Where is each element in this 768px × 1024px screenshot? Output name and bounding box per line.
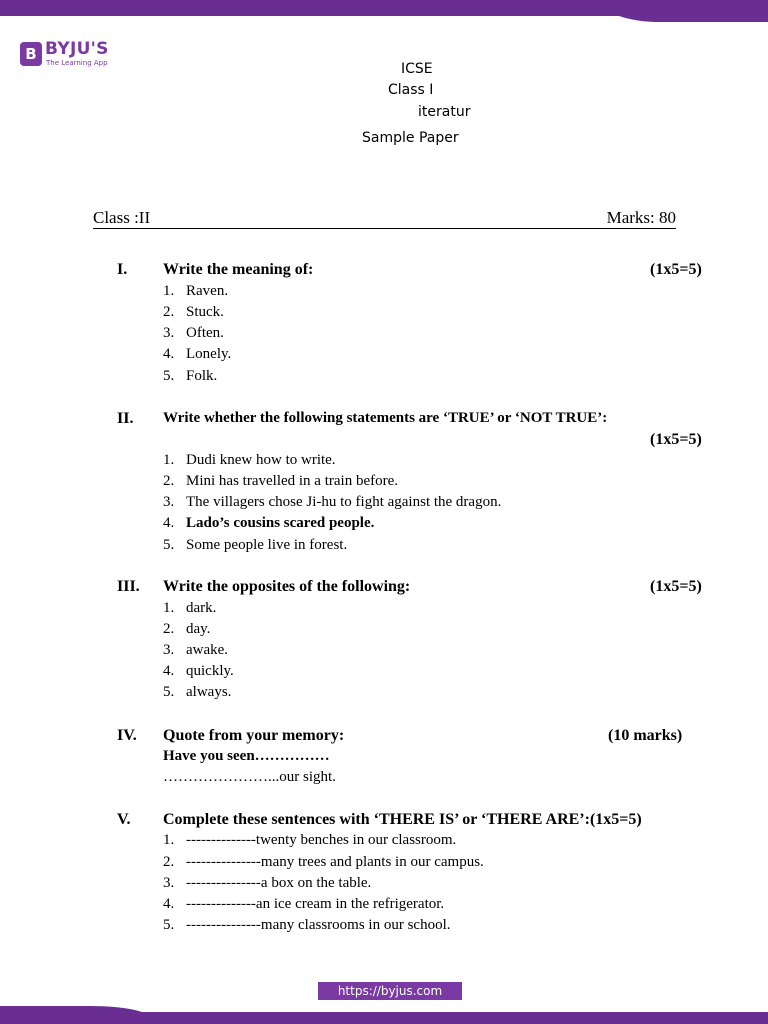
section-marks: (10 marks): [608, 727, 683, 744]
list-item: Mini has travelled in a train before.: [186, 473, 399, 489]
list-item: Some people live in forest.: [186, 537, 348, 553]
brand-name: BYJU'S: [45, 39, 109, 59]
list-item: --------------an ice cream in the refrigerator.: [186, 896, 445, 912]
footer-url-link[interactable]: https://byjus.com: [318, 982, 462, 1000]
section-marks: (1x5=5): [650, 431, 702, 448]
byjus-b-icon: B: [20, 42, 42, 66]
list-item: Dudi knew how to write.: [186, 452, 336, 468]
header-paper: Sample Paper: [362, 130, 459, 146]
item-number: 5.: [163, 917, 175, 933]
brand-tagline: The Learning App: [46, 59, 108, 67]
header-board: ICSE: [401, 61, 433, 77]
section-number: I.: [117, 261, 128, 278]
item-number: 3.: [163, 875, 175, 891]
list-item: Often.: [186, 325, 224, 341]
header-class: Class I: [388, 82, 434, 98]
item-number: 1.: [163, 832, 175, 848]
section-title: Quote from your memory:: [163, 727, 345, 744]
item-number: 3.: [163, 494, 175, 510]
list-item: Raven.: [186, 283, 229, 299]
section-title: Write the opposites of the following:: [163, 578, 411, 595]
list-item: --------------twenty benches in our classroom.: [186, 832, 457, 848]
list-item: quickly.: [186, 663, 234, 679]
item-number: 5.: [163, 368, 175, 384]
section-marks: (1x5=5): [650, 261, 702, 278]
item-number: 5.: [163, 684, 175, 700]
section-marks: (1x5=5): [650, 578, 702, 595]
item-number: 2.: [163, 304, 175, 320]
list-item: Lonely.: [186, 346, 232, 362]
section-number: III.: [117, 578, 140, 595]
item-number: 3.: [163, 642, 175, 658]
item-number: 2.: [163, 473, 175, 489]
item-number: 1.: [163, 600, 175, 616]
list-item: dark.: [186, 600, 217, 616]
list-item: Folk.: [186, 368, 218, 384]
item-number: 3.: [163, 325, 175, 341]
item-number: 4.: [163, 663, 175, 679]
bottom-banner: [0, 1012, 768, 1024]
list-item: The villagers chose Ji-hu to fight against the dragon.: [186, 494, 502, 510]
section-number: V.: [117, 811, 131, 828]
item-number: 5.: [163, 537, 175, 553]
list-item: day.: [186, 621, 211, 637]
item-number: 4.: [163, 515, 175, 531]
item-number: 2.: [163, 854, 175, 870]
list-item: awake.: [186, 642, 229, 658]
quote-line: Have you seen……………: [163, 748, 330, 764]
section-title: Complete these sentences with ‘THERE IS’ or ‘THERE ARE’:(1x5=5): [163, 811, 642, 828]
class-label: Class :II: [93, 208, 151, 227]
header-subject: iteratur: [418, 104, 471, 120]
list-item: ---------------many trees and plants in our campus.: [186, 854, 484, 870]
item-number: 2.: [163, 621, 175, 637]
list-item: ---------------many classrooms in our school.: [186, 917, 451, 933]
item-number: 1.: [163, 452, 175, 468]
item-number: 4.: [163, 896, 175, 912]
section-title: Write whether the following statements are ‘TRUE’ or ‘NOT TRUE’:: [163, 410, 608, 426]
class-marks-line: [93, 208, 676, 229]
section-number: II.: [117, 410, 134, 427]
quote-line: …………………...our sight.: [163, 769, 336, 785]
list-item: always.: [186, 684, 232, 700]
section-number: IV.: [117, 727, 137, 744]
marks-label: Marks: 80: [606, 208, 676, 227]
item-number: 1.: [163, 283, 175, 299]
list-item: Lado’s cousins scared people.: [186, 515, 375, 531]
list-item: Stuck.: [186, 304, 224, 320]
top-banner: [0, 0, 768, 22]
item-number: 4.: [163, 346, 175, 362]
section-title: Write the meaning of:: [163, 261, 314, 278]
list-item: ---------------a box on the table.: [186, 875, 372, 891]
